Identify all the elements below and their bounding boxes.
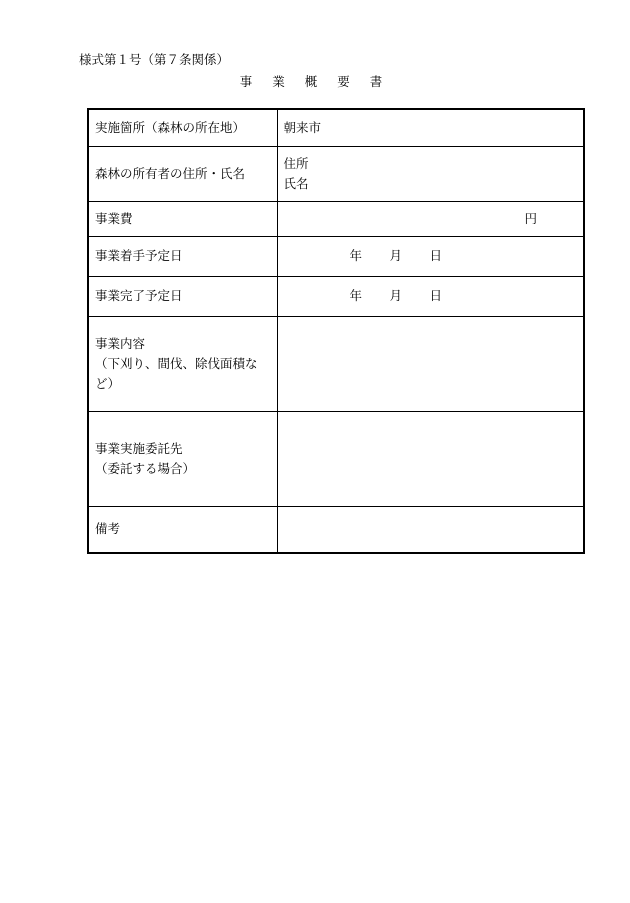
row-label-start-date: 事業着手予定日: [88, 236, 277, 276]
start-year: 年: [349, 248, 363, 263]
content-label-line: 事業内容: [95, 335, 146, 351]
table-row: [88, 276, 584, 316]
contractor-label-line: （委託する場合）: [95, 460, 196, 476]
start-day: 日: [429, 248, 443, 263]
owner-address-label: 住所: [283, 155, 309, 171]
end-year: 年: [349, 288, 363, 303]
row-label-content: [88, 316, 277, 411]
table-row: [88, 316, 584, 411]
row-value-owner: [277, 146, 584, 201]
business-summary-table: [87, 108, 585, 554]
document-title: 事 業 概 要 書: [239, 74, 391, 89]
row-value-remarks: [277, 506, 584, 553]
row-value-content: [277, 316, 584, 411]
table-row: [88, 201, 584, 236]
start-month: 月: [389, 248, 403, 263]
end-month: 月: [389, 288, 403, 303]
table-row: [88, 506, 584, 553]
row-label-remarks: 備考: [88, 506, 277, 553]
row-label-cost: 事業費: [88, 201, 277, 236]
row-value-end-date: [277, 276, 584, 316]
row-value-cost: 円: [277, 201, 584, 236]
row-label-owner: 森林の所有者の住所・氏名: [88, 146, 277, 201]
contractor-label-line: 事業実施委託先: [95, 440, 183, 456]
table-row: [88, 109, 584, 146]
table-row: [88, 236, 584, 276]
row-label-contractor: [88, 411, 277, 506]
form-number: 様式第１号（第７条関係）: [79, 52, 230, 67]
content-label-line: ど）: [95, 375, 121, 391]
row-value-location: 朝来市: [277, 109, 584, 146]
row-value-contractor: [277, 411, 584, 506]
end-day: 日: [429, 288, 443, 303]
content-label-line: （下刈り、間伐、除伐面積な: [95, 355, 258, 371]
table-row: [88, 146, 584, 201]
row-value-start-date: [277, 236, 584, 276]
table-row: [88, 411, 584, 506]
row-label-end-date: 事業完了予定日: [88, 276, 277, 316]
owner-name-label: 氏名: [283, 175, 309, 191]
row-label-location: 実施箇所（森林の所在地）: [88, 109, 277, 146]
